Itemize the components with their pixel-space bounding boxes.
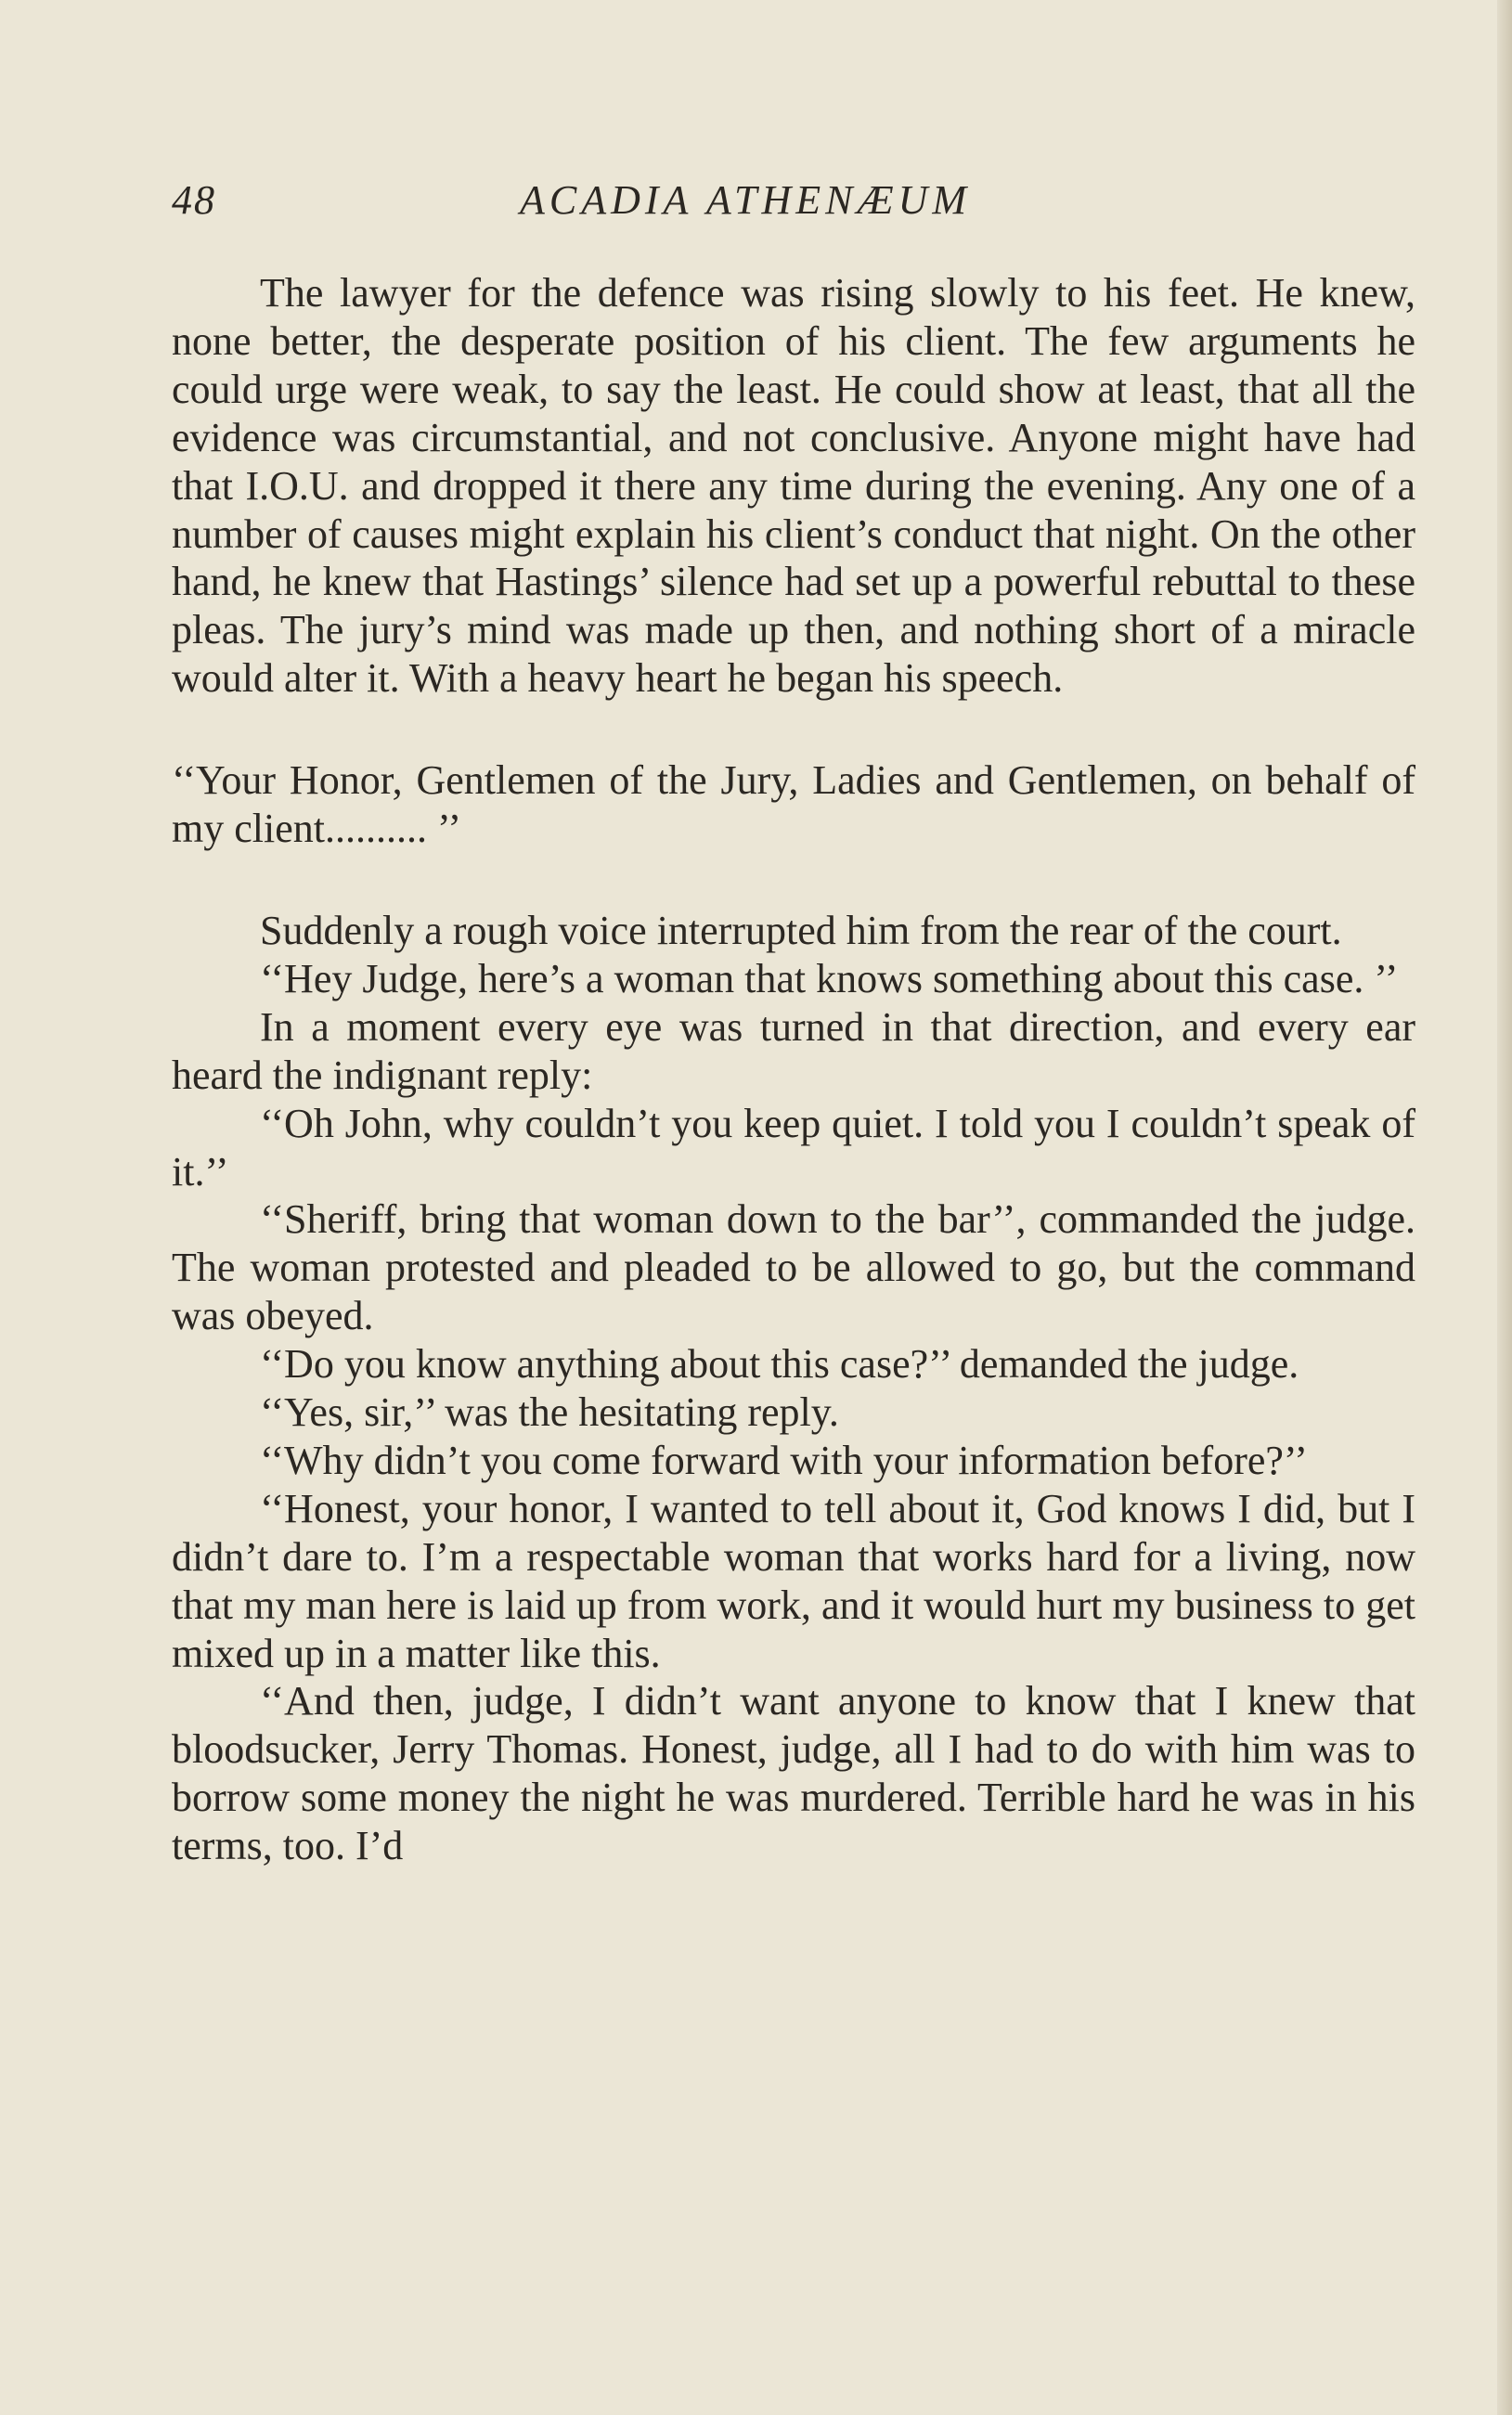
paragraph-lawyer-rising: The lawyer for the defence was rising slowly to his feet. He knew, none better, the desperate position of his client. The few arguments he could urge were weak, to say the least. He could show at least, that all the evidence was circumstantial, and not conclusive. Anyone might have had that I.O.U. and dropped it there any time during the evening. Any one of a number of causes might explain his client’s conduct that night. On the other hand, he knew that Hastings’ silence had set up a powerful rebuttal to these pleas. The jury’s mind was made up then, and nothing short of a miracle would alter it. With a heavy heart he began his speech.: [172, 270, 1415, 702]
body-text: [172, 269, 1415, 1870]
paragraph-sheriff: ‘‘Sheriff, bring that woman down to the bar’’, commanded the judge. The woman protested and pleaded to be allowed to go, but the command was obeyed.: [172, 1196, 1415, 1339]
paragraph-honest-your-honor: ‘‘Honest, your honor, I wanted to tell about it, God knows I did, but I didn’t dare to. I’m a respectable woman that works hard for a living, now that my man here is laid up from work, and it would hurt my business to get mixed up in a matter like this.: [172, 1485, 1415, 1676]
running-head: [172, 176, 1415, 232]
page-number: 48: [172, 177, 216, 223]
paragraph-do-you-know: ‘‘Do you know anything about this case?’’ demanded the judge.: [260, 1341, 1299, 1388]
paragraph-opening-speech: ‘‘Your Honor, Gentlemen of the Jury, Ladies and Gentlemen, on behalf of my client.......... ’’: [172, 757, 1415, 852]
paragraph-interruption: Suddenly a rough voice interrupted him from the rear of the court.: [260, 907, 1342, 953]
paragraph-yes-sir: ‘‘Yes, sir,’’ was the hesitating reply.: [260, 1389, 839, 1436]
journal-title: ACADIA ATHENÆUM: [520, 177, 972, 223]
paragraph-and-then-judge: ‘‘And then, judge, I didn’t want anyone to know that I knew that bloodsucker, Jerry Thomas. Honest, judge, all I had to do with him was to borrow some money the night he was murdered. Terrible hard he was in his terms, too. I’d: [172, 1678, 1415, 1869]
paragraph-every-eye: In a moment every eye was turned in that direction, and every ear heard the indignant reply:: [172, 1003, 1415, 1098]
paragraph-hey-judge: ‘‘Hey Judge, here’s a woman that knows something about this case. ’’: [260, 955, 1399, 1001]
paragraph-oh-john: ‘‘Oh John, why couldn’t you keep quiet. I told you I couldn’t speak of it.’’: [172, 1100, 1415, 1195]
page-edge: [1497, 0, 1512, 2415]
paragraph-why-didnt-you: ‘‘Why didn’t you come forward with your information before?’’: [260, 1437, 1308, 1483]
